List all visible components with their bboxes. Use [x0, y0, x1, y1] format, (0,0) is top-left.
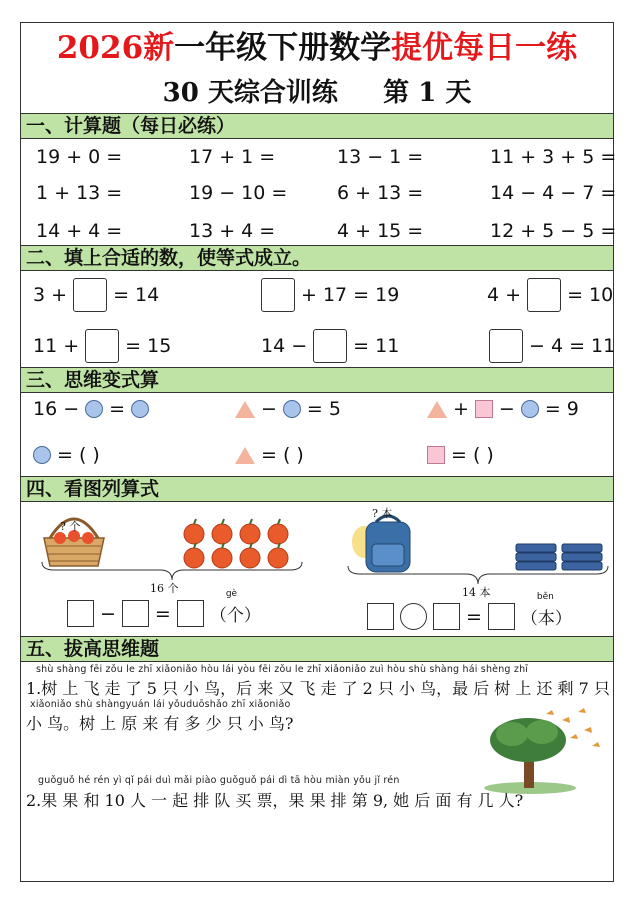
calc-problem: 13 − 1 = — [337, 146, 424, 168]
apple-stem — [250, 519, 252, 524]
answer-box[interactable] — [489, 329, 523, 363]
square-icon — [427, 446, 445, 464]
circle-icon — [283, 400, 301, 418]
calc-problem: 6 + 13 = — [337, 182, 424, 204]
calc-problem: 14 − 4 − 7 = — [490, 182, 617, 204]
bag-label: ? 本 — [372, 507, 393, 520]
answer-box[interactable] — [433, 603, 460, 630]
circle-icon — [85, 400, 103, 418]
shape-answer-triangle: = ( ) — [232, 444, 307, 466]
answer-box[interactable] — [527, 278, 561, 312]
circle-icon — [521, 400, 539, 418]
triangle-icon — [235, 401, 255, 418]
q2-line: 2.果 果 和 10 人 一 起 排 队 买 票，果 果 排 第 9, 她 后 面 有 几 人? — [26, 791, 524, 810]
calc-problem: 13 + 4 = — [189, 220, 276, 242]
answer-box[interactable] — [67, 600, 94, 627]
page-title: 2026新一年级下册数学提优每日一练 — [56, 30, 578, 66]
left-unit: gè （个） — [209, 589, 261, 626]
tree-with-birds-picture — [480, 706, 608, 796]
apple-stem — [222, 519, 224, 524]
brace-right — [346, 564, 610, 586]
section-header-picture: 四、看图列算式 — [21, 476, 613, 502]
calc-problem: 11 + 3 + 5 = — [490, 146, 617, 168]
circle-icon — [33, 446, 51, 464]
basket-label: ? 个 — [60, 520, 81, 533]
left-total-label: 16 个 — [150, 582, 179, 595]
fill-eq-3: 4 + = 10 — [484, 278, 616, 312]
shape-eq-1: 16 − = — [30, 398, 152, 420]
shape-eq-3: + − = 9 — [424, 398, 582, 420]
page-subtitle: 30 天综合训练 第 1 天 — [162, 78, 472, 108]
apple-stem — [194, 519, 196, 524]
answer-box[interactable] — [313, 329, 347, 363]
answer-box[interactable] — [73, 278, 107, 312]
triangle-icon — [235, 447, 255, 464]
calc-problem: 4 + 15 = — [337, 220, 424, 242]
calc-problem: 1 + 13 = — [36, 182, 123, 204]
section-header-challenge: 五、拔高思维题 — [21, 636, 613, 662]
right-total-label: 14 本 — [462, 586, 491, 599]
apple-icon — [212, 524, 232, 544]
right-unit: běn （本） — [520, 592, 572, 629]
q2-pinyin: guǒguǒ hé rén yì qǐ pái duì mǎi piào guǒguǒ pái dì tā hòu miàn yǒu jǐ rén — [38, 775, 400, 786]
section-header-fill: 二、填上合适的数，使等式成立。 — [21, 245, 613, 271]
section-header-shapes: 三、思维变式算 — [21, 367, 613, 393]
calc-problem: 14 + 4 = — [36, 220, 123, 242]
circle-icon — [131, 400, 149, 418]
calc-problem: 19 − 10 = — [189, 182, 288, 204]
fill-eq-6: − 4 = 11 — [486, 329, 618, 363]
calc-problem: 19 + 0 = — [36, 146, 123, 168]
triangle-icon — [427, 401, 447, 418]
q1-line-1: 1.树 上 飞 走 了 5 只 小 鸟，后 来 又 飞 走 了 2 只 小 鸟，最 后 树 上 还 剩 7 只 — [26, 679, 610, 698]
fill-eq-4: 11 + = 15 — [30, 329, 174, 363]
apple-icon — [268, 524, 288, 544]
q1-pinyin-1: shù shàng fēi zǒu le zhī xiǎoniǎo hòu lái yòu fēi zǒu le zhī xiǎoniǎo zuì hòu shù shàng hái shèng zhī — [36, 664, 529, 675]
right-picture-equation: = běn （本） — [364, 603, 575, 630]
answer-box[interactable] — [177, 600, 204, 627]
shape-answer-square: = ( ) — [424, 444, 497, 466]
left-picture-equation: − = gè （个） — [64, 600, 264, 627]
answer-box[interactable] — [488, 603, 515, 630]
operator-circle[interactable] — [400, 603, 427, 630]
calc-problem: 17 + 1 = — [189, 146, 276, 168]
q1-line-2: 小 鸟。树 上 原 来 有 多 少 只 小 鸟? — [26, 714, 294, 733]
fill-eq-2: + 17 = 19 — [258, 278, 402, 312]
brace-left — [40, 560, 304, 582]
answer-box[interactable] — [85, 329, 119, 363]
q1-pinyin-2: xiǎoniǎo shù shàngyuán lái yǒuduōshǎo zhī xiǎoniǎo — [30, 699, 291, 710]
shape-answer-circle: = ( ) — [30, 444, 103, 466]
answer-box[interactable] — [261, 278, 295, 312]
square-icon — [475, 400, 493, 418]
apple-icon — [240, 524, 260, 544]
fill-eq-5: 14 − = 11 — [258, 329, 402, 363]
shape-eq-2: − = 5 — [232, 398, 344, 420]
answer-box[interactable] — [122, 600, 149, 627]
apple-stem — [278, 519, 280, 524]
apple-icon — [184, 524, 204, 544]
calc-problem: 12 + 5 − 5 = — [490, 220, 617, 242]
fill-eq-1: 3 + = 14 — [30, 278, 162, 312]
answer-box[interactable] — [367, 603, 394, 630]
section-header-calc: 一、计算题（每日必练） — [21, 113, 613, 139]
